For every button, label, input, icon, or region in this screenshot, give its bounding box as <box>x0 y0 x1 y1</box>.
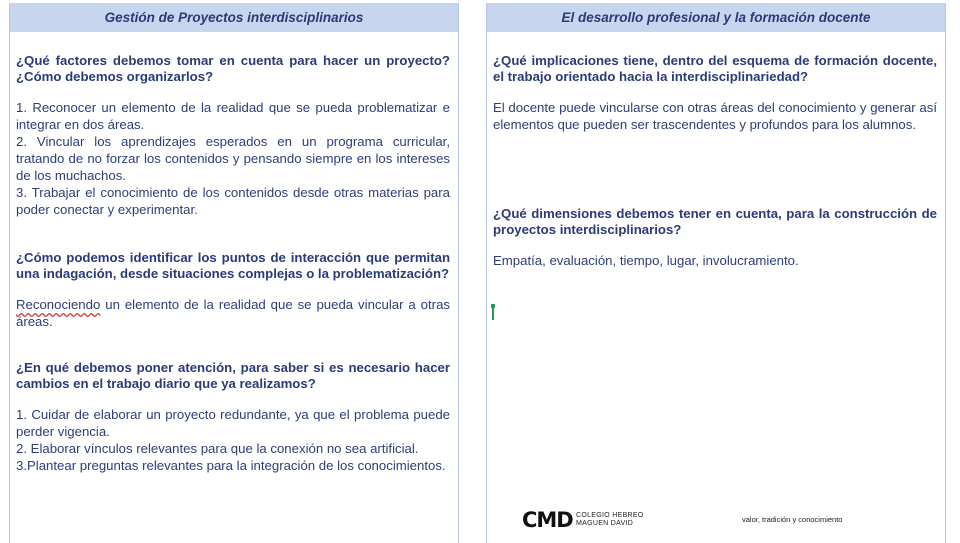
answer-factors <box>16 99 450 218</box>
answer-interaction-points <box>16 296 450 330</box>
school-logo-line1: COLEGIO HEBREO <box>576 511 644 519</box>
question-factors: ¿Qué factores debemos tomar en cuenta para hacer un proyecto? ¿Cómo debemos organizarlos? <box>16 53 450 84</box>
answer-changes <box>16 406 450 474</box>
school-logo-line2: MAGUEN DAVID <box>576 519 634 527</box>
answer-factors-item-1: 1. Reconocer un elemento de la realidad que se pueda problematizar e integrar en dos áreas. <box>16 100 450 132</box>
school-logo-strip <box>520 499 872 540</box>
left-panel-title: Gestión de Proyectos interdisciplinarios <box>10 3 458 32</box>
right-panel <box>486 3 946 543</box>
left-panel <box>9 3 459 543</box>
text-cursor[interactable] <box>491 304 494 320</box>
answer-interaction-rest: un elemento de la realidad que se pueda vincular a otras áreas. <box>16 297 450 329</box>
answer-changes-item-1: 1. Cuidar de elaborar un proyecto redundante, ya que el problema puede perder vigencia. <box>16 407 450 439</box>
school-logo-name <box>576 512 666 528</box>
misspelled-word: Reconociendo <box>16 297 101 312</box>
answer-changes-item-3: 3.Plantear preguntas relevantes para la integración de los conocimientos. <box>16 458 446 473</box>
question-interaction-points: ¿Cómo podemos identificar los puntos de interacción que permitan una indagación, desde situaciones complejas o la problematización? <box>16 250 450 281</box>
question-changes: ¿En qué debemos poner atención, para saber si es necesario hacer cambios en el trabajo diario que ya realizamos? <box>16 360 450 391</box>
question-implications: ¿Qué implicaciones tiene, dentro del esquema de formación docente, el trabajo orientado hacia la interdisciplinariedad? <box>493 53 937 84</box>
answer-implications: El docente puede vincularse con otras áreas del conocimiento y generar así elementos que pueden ser trascendentes y profundos para los alumnos. <box>493 100 937 132</box>
school-logo-mark: CMD <box>522 507 573 532</box>
right-panel-title: El desarrollo profesional y la formación docente <box>487 3 945 32</box>
answer-factors-item-3: 3. Trabajar el conocimiento de los contenidos desde otras materias para poder conectar y experimentar. <box>16 185 450 217</box>
answer-changes-item-2: 2. Elaborar vínculos relevantes para que la conexión no sea artificial. <box>16 441 419 456</box>
question-dimensions: ¿Qué dimensiones debemos tener en cuenta, para la construcción de proyectos interdisciplinarios? <box>493 206 937 237</box>
left-panel-body <box>10 53 458 474</box>
right-panel-body <box>487 53 945 269</box>
school-tagline: valor, tradición y conocimiento <box>742 515 843 524</box>
answer-dimensions: Empatía, evaluación, tiempo, lugar, involucramiento. <box>493 253 799 268</box>
answer-factors-item-2: 2. Vincular los aprendizajes esperados en un programa curricular, tratando de no forzar los contenidos y pensando siempre en los intereses de los muchachos. <box>16 134 450 183</box>
